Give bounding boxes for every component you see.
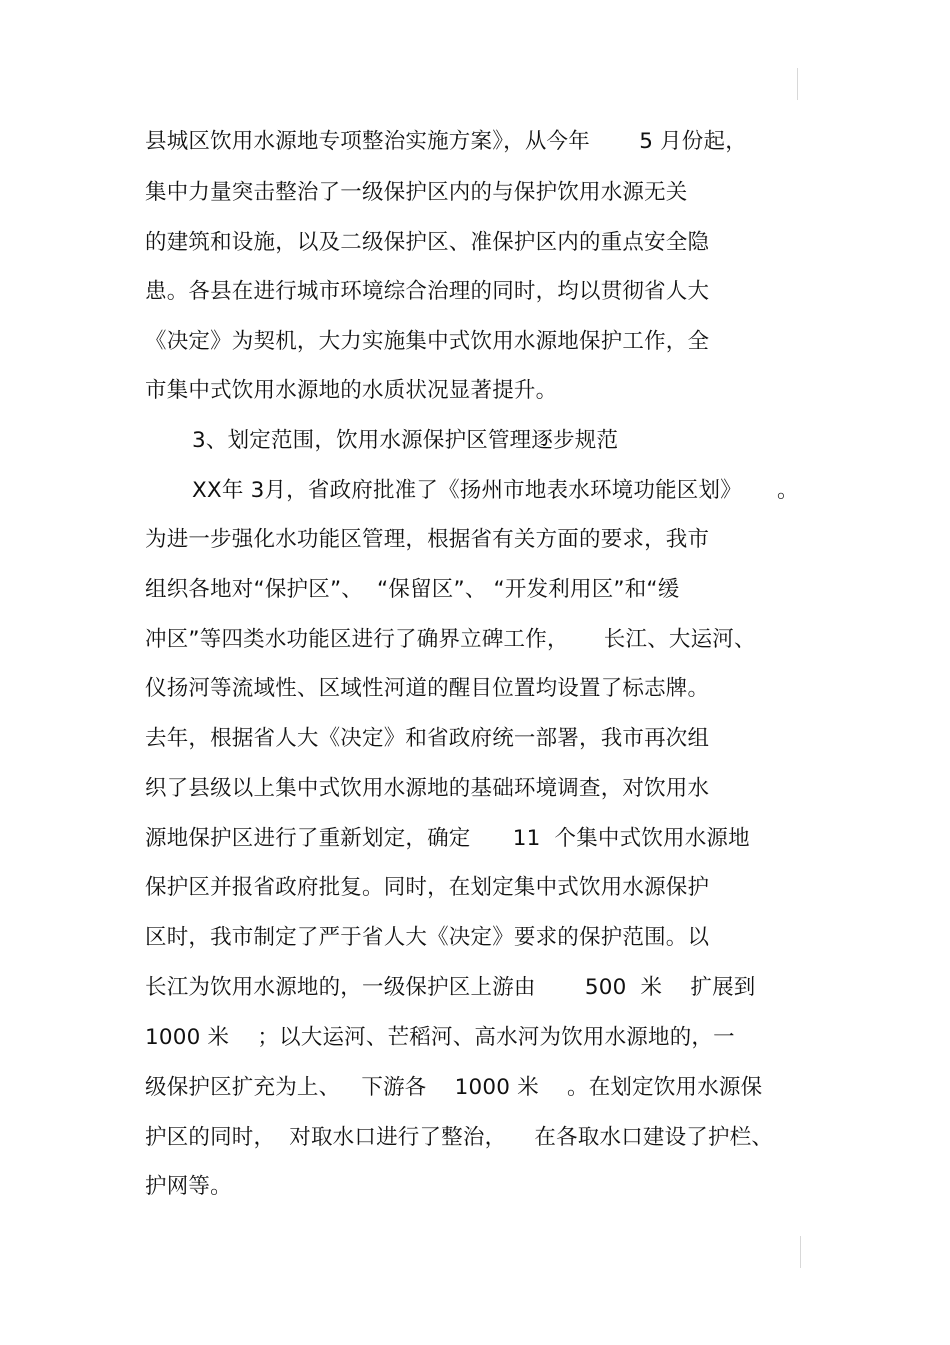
text-line-20: 级保护区扩充为上、 下游各 1000 米 。在划定饮用水源保: [145, 1075, 763, 1100]
section-heading: 3、划定范围，饮用水源保护区管理逐步规范: [192, 428, 619, 453]
text-line-11: 冲区”等四类水功能区进行了确界立碑工作， 长江、大运河、: [145, 627, 756, 652]
text-line-2: 集中力量突击整治了一级保护区内的与保护饮用水源无关: [145, 180, 688, 205]
text-line-8: XX年 3月，省政府批准了《扬州市地表水环境功能区划》 。: [192, 478, 799, 503]
corner-mark-bottom: [800, 1236, 801, 1268]
text-line-9: 为进一步强化水功能区管理，根据省有关方面的要求，我市: [145, 527, 710, 552]
text-line-13: 去年，根据省人大《决定》和省政府统一部署，我市再次组: [145, 726, 710, 751]
text-line-10: 组织各地对“保护区”、 “保留区”、 “开发利用区”和“缓: [145, 577, 680, 602]
text-line-22: 护网等。: [145, 1174, 232, 1199]
text-line-3: 的建筑和设施，以及二级保护区、准保护区内的重点安全隐: [145, 230, 710, 255]
text-line-16: 保护区并报省政府批复。同时，在划定集中式饮用水源保护: [145, 875, 710, 900]
text-line-5: 《决定》为契机，大力实施集中式饮用水源地保护工作，全: [145, 329, 710, 354]
text-line-4: 患。各县在进行城市环境综合治理的同时，均以贯彻省人大: [145, 279, 710, 304]
text-line-6: 市集中式饮用水源地的水质状况显著提升。: [145, 378, 558, 403]
text-line-21: 护区的同时， 对取水口进行了整治， 在各取水口建设了护栏、: [145, 1125, 774, 1150]
text-line-14: 织了县级以上集中式饮用水源地的基础环境调查，对饮用水: [145, 776, 710, 801]
text-line-15: 源地保护区进行了重新划定，确定 11 个集中式饮用水源地: [145, 826, 750, 851]
corner-mark-top: [797, 68, 798, 100]
text-line-19: 1000 米 ；以大运河、芒稻河、高水河为饮用水源地的，一: [145, 1025, 735, 1050]
text-line-12: 仪扬河等流域性、区域性河道的醒目位置均设置了标志牌。: [145, 676, 710, 701]
text-line-1: 县城区饮用水源地专项整治实施方案》，从今年 5 月份起，: [145, 129, 747, 154]
text-line-17: 区时，我市制定了严于省人大《决定》要求的保护范围。以: [145, 925, 710, 950]
text-line-18: 长江为饮用水源地的，一级保护区上游由 500 米 扩展到: [145, 975, 756, 1000]
